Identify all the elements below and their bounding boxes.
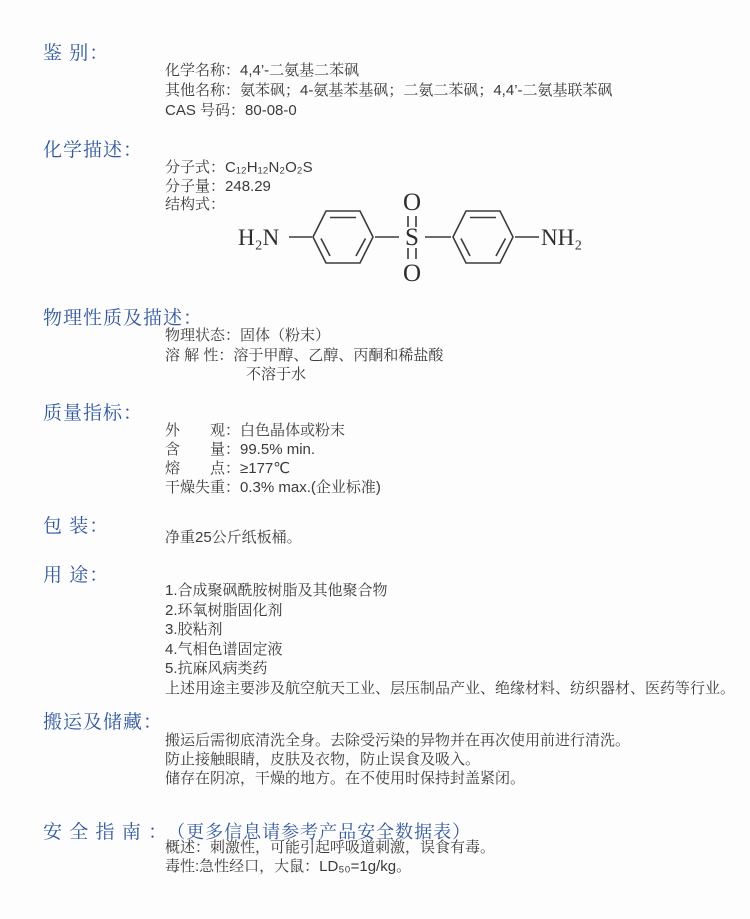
use-item: 5.抗麻风病类药 — [165, 660, 268, 677]
use-item: 1.合成聚砜酰胺树脂及其他聚合物 — [165, 582, 388, 599]
safety-guide-note: （更多信息请参考产品安全数据表） — [176, 822, 472, 842]
handling-line: 搬运后需彻底清洗全身。去除受污染的异物并在再次使用前进行清洗。 — [165, 732, 631, 749]
section-title-quality-specs: 质量指标： — [43, 403, 144, 424]
chemical-name-line: 化学名称：4,4’-二氨基二苯砜 — [165, 62, 360, 79]
benzene-ring-left — [313, 211, 373, 263]
use-item: 3.胶粘剂 — [165, 621, 223, 638]
safety-guide-content — [165, 839, 495, 876]
section-title-physical-properties: 物理性质及描述： — [43, 308, 204, 329]
benzene-ring-right — [453, 211, 513, 263]
physical-state-line: 物理状态：固体（粉末） — [165, 327, 331, 344]
other-names-line: 其他名称：氨苯砜；4-氨基苯基砜；二氨二苯砜；4,4’-二氨基联苯砜 — [165, 82, 613, 99]
section-title-packaging: 包 装： — [43, 516, 110, 537]
assay-row: 含 量：99.5% min. — [165, 441, 316, 458]
handling-line: 防止接触眼睛，皮肤及衣物，防止误食及吸入。 — [165, 751, 481, 768]
section-title-uses: 用 途： — [43, 565, 110, 586]
safety-guide-title: 安 全 指 南 ： — [43, 822, 169, 843]
atom-label-oxygen-top: O — [402, 192, 422, 216]
cas-number-line: CAS 号码：80-08-0 — [165, 102, 297, 119]
molecular-formula-line — [165, 159, 313, 178]
section-title-identification: 鉴 别： — [43, 43, 110, 64]
packaging-content — [165, 528, 302, 547]
structural-formula-svg — [236, 192, 600, 294]
molecular-weight-label: 分子量： — [165, 177, 226, 195]
molecular-formula-label: 分子式： — [165, 159, 226, 176]
atom-label-oxygen-bottom: O — [402, 260, 422, 287]
uses-content — [165, 581, 735, 698]
quality-specs-content — [165, 421, 381, 497]
atom-label-nh2: NH₂ — [541, 225, 583, 250]
molecular-weight-value: 248.29 — [225, 177, 271, 195]
structure-label: 结构式： — [165, 196, 226, 213]
structural-formula-drawing — [236, 192, 600, 294]
loss-on-drying-row: 干燥失重：0.3% max.(企业标准) — [165, 479, 381, 496]
section-title-handling-storage: 搬运及储藏： — [43, 712, 164, 733]
atom-label-sulfur: S — [405, 224, 419, 251]
solubility-line: 溶 解 性：溶于甲醇、乙醇、丙酮和稀盐酸 — [165, 346, 444, 364]
double-bond — [461, 239, 470, 257]
molecular-formula-value: C₁₂H₁₂N₂O₂S — [225, 159, 313, 176]
identification-content — [165, 61, 613, 121]
handling-storage-content — [165, 731, 630, 788]
physical-properties-content — [165, 326, 443, 385]
use-item: 2.环氧树脂固化剂 — [165, 601, 283, 619]
handling-line: 储存在阴凉，干燥的地方。在不使用时保持封盖紧闭。 — [165, 770, 526, 787]
appearance-row: 外 观：白色晶体或粉末 — [165, 422, 346, 439]
use-item: 4.气相色谱固定液 — [165, 640, 283, 658]
toxicity-line: 毒性:急性经口，大鼠：LD₅₀=1g/kg。 — [165, 857, 412, 875]
melting-point-row: 熔 点：≥177℃ — [165, 460, 291, 477]
section-title-chemical-description: 化学描述： — [43, 140, 144, 161]
solubility-continuation-line: 不溶于水 — [246, 366, 307, 383]
atom-label-h2n: H₂N — [238, 225, 280, 250]
packaging-line: 净重25公斤纸板桶。 — [165, 529, 302, 546]
double-bond — [321, 239, 330, 257]
safety-overview-line: 概述：刺激性，可能引起呼吸道刺激，误食有毒。 — [165, 839, 496, 856]
uses-summary-line: 上述用途主要涉及航空航天工业、层压制品产业、绝缘材料、纺织器材、医药等行业。 — [165, 679, 736, 697]
